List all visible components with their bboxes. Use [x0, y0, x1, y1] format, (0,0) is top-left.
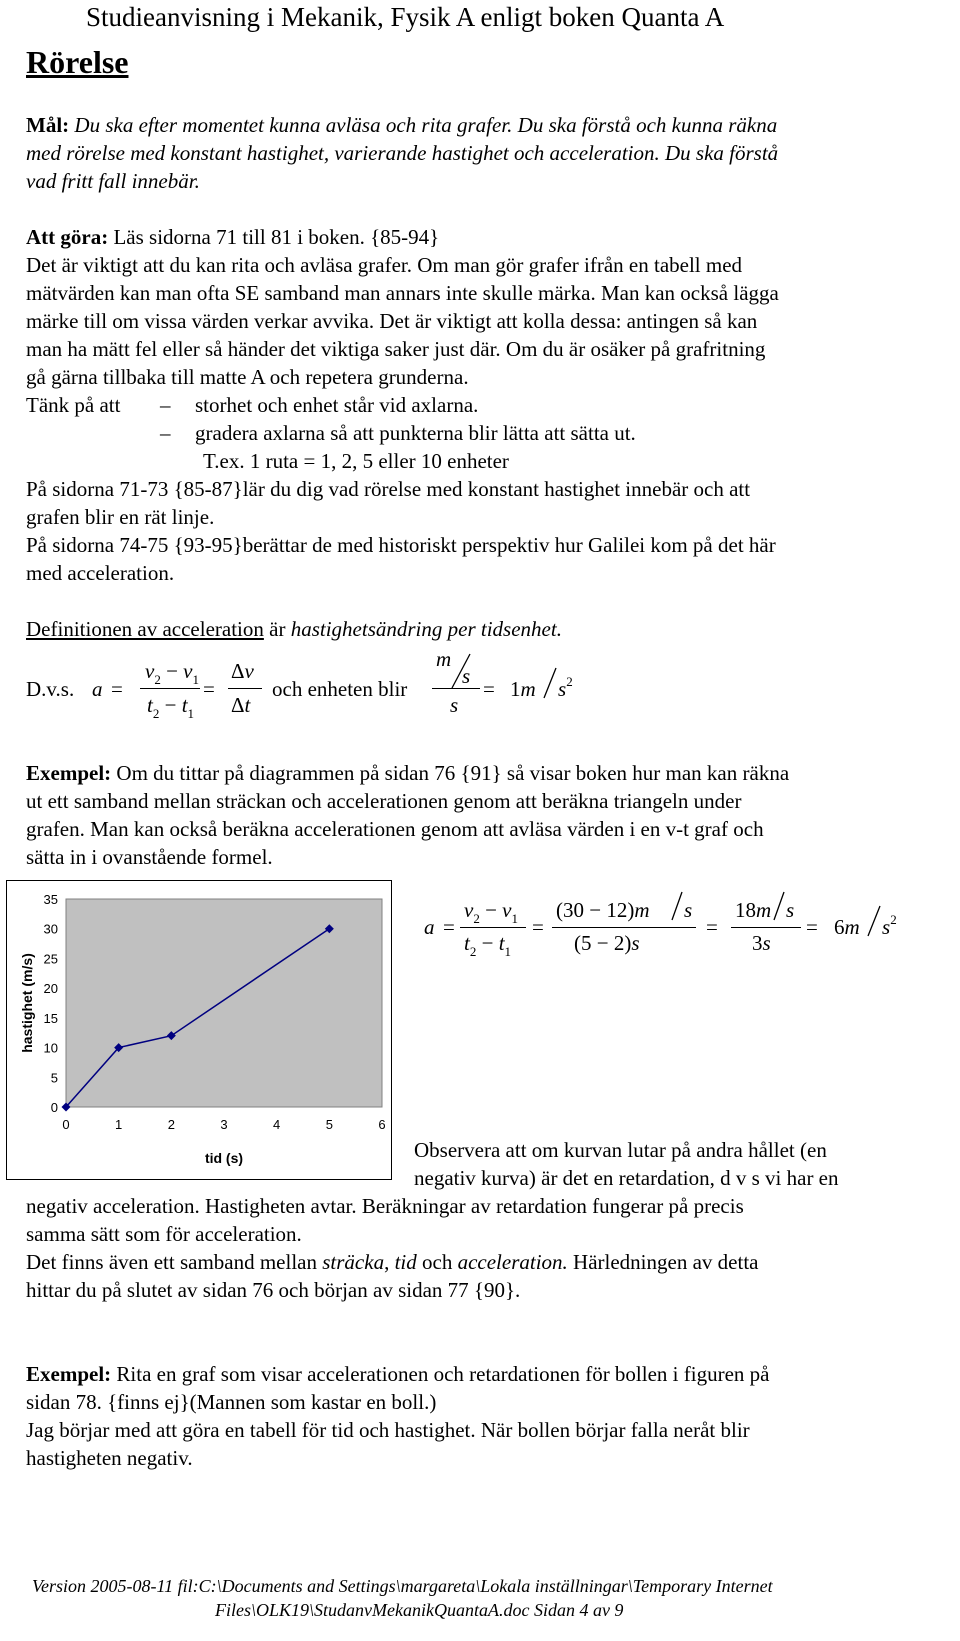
goal-text-1: Du ska efter momentet kunna avläsa och rita grafer. Du ska förstå och kunna räkna	[74, 113, 778, 137]
todo-p1: Det är viktigt att du kan rita och avläsa grafer. Om man gör grafer ifrån en tabell med	[26, 253, 743, 277]
bullet-dash-2: –	[160, 421, 171, 445]
definition-mid: är	[263, 617, 291, 641]
todo-p6b: grafen blir en rät linje.	[26, 505, 215, 529]
y-tick-label: 5	[50, 1070, 58, 1086]
y-tick-label: 10	[43, 1040, 58, 1056]
y-axis-label: hastighet (m/s)	[19, 953, 35, 1053]
goal-label: Mål:	[26, 113, 70, 137]
section-title: Rörelse	[26, 44, 129, 80]
todo-line	[26, 223, 439, 252]
y-tick-label: 15	[43, 1010, 58, 1026]
calc-num-v: $v_2 - v_1$	[464, 898, 518, 926]
observe-line-6: hittar du på slutet av sidan 76 och början av sidan 77 {90}.	[26, 1278, 521, 1302]
calc-eq-4: =	[806, 915, 818, 939]
calc-num-3: 18m	[735, 898, 772, 922]
dvs-label: D.v.s.	[26, 677, 75, 701]
observe-line-3: negativ acceleration. Hastigheten avtar. Beräkningar av retardation fungerar på precis	[26, 1194, 744, 1218]
formula-num-v: $v_2 - v_1$	[145, 659, 199, 687]
x-axis-label: tid (s)	[204, 1150, 244, 1166]
todo-label: Att göra:	[26, 225, 109, 249]
x-tick-label: 6	[378, 1117, 386, 1132]
todo-p5: gå gärna tillbaka till matte A och repetera grunderna.	[26, 365, 469, 389]
y-tick-label: 25	[43, 951, 58, 967]
calc-den-3: 3s	[752, 931, 771, 955]
y-tick-label: 20	[43, 981, 58, 997]
y-tick-label: 35	[43, 892, 58, 907]
observe-line-2: negativ kurva) är det en retardation, d v s vi har en	[414, 1166, 839, 1190]
scale-example: T.ex. 1 ruta = 1, 2, 5 eller 10 enheter	[203, 449, 509, 473]
todo-p7b: med acceleration.	[26, 561, 175, 585]
x-tick-label: 4	[273, 1117, 281, 1132]
calc-den-t: $t_2 - t_1$	[464, 931, 512, 959]
fraction-line-1	[140, 688, 200, 689]
todo-p4: man ha mätt fel eller så händer det viktiga saker just där. Om du är osäker på grafritning	[26, 337, 766, 361]
x-tick-label: 3	[220, 1117, 228, 1132]
calc-result-s2: $s^2$	[882, 912, 897, 939]
definition-line	[26, 615, 562, 644]
unit-result: 1m	[510, 677, 536, 701]
unit-den-s: s	[450, 693, 459, 717]
formula-den-dt: Δt	[231, 693, 251, 717]
example2-label: Exempel:	[26, 1362, 112, 1386]
calc-eq-3: =	[706, 915, 718, 939]
calc-eq-2: =	[532, 915, 544, 939]
fraction-line-3	[432, 688, 480, 689]
observe-line-4: samma sätt som för acceleration.	[26, 1222, 302, 1246]
todo-p7a: På sidorna 74-75 {93-95}berättar de med historiskt perspektiv hur Galilei kom på det här	[26, 533, 776, 557]
calc-num-2-s: s	[684, 898, 693, 922]
calc-num-3-s: s	[786, 898, 795, 922]
fraction-line-2	[228, 688, 262, 689]
example2-line-2: sidan 78. {finns ej}(Mannen som kastar en boll.)	[26, 1390, 437, 1414]
formula-eq-1: =	[111, 677, 123, 701]
example2-line-4: hastigheten negativ.	[26, 1446, 193, 1470]
plot-area	[66, 899, 382, 1107]
goal-line-3: vad fritt fall innebär.	[26, 169, 200, 193]
example1-label: Exempel:	[26, 761, 112, 785]
unit-num-s: s	[462, 664, 471, 688]
y-tick-label: 0	[50, 1100, 58, 1115]
definition-underlined: Definitionen av acceleration	[26, 617, 264, 641]
footer-line-2: Files\OLK19\StudanvMekanikQuantaA.doc Sidan 4 av 9	[215, 1600, 624, 1620]
unit-num-m: m	[436, 647, 452, 671]
definition-italic: hastighetsändring per tidsenhet.	[290, 617, 562, 641]
unit-result-slash	[540, 666, 560, 702]
footer-line-1: Version 2005-08-11 fil:C:\Documents and Settings\margareta\Lokala inställningar\Temporary Internet	[32, 1576, 773, 1596]
x-tick-label: 5	[325, 1117, 333, 1132]
example1-line-2: ut ett samband mellan sträckan och accelerationen genom att beräkna triangeln under	[26, 789, 742, 813]
bullet-1: storhet och enhet står vid axlarna.	[195, 393, 479, 417]
bullet-2: gradera axlarna så att punkterna blir lätta att sätta ut.	[195, 421, 636, 445]
calc-result-slash	[864, 904, 884, 940]
example1-line-3: grafen. Man kan också beräkna accelerationen genom att avläsa värden i en v-t graf och	[26, 817, 764, 841]
calc-a: a	[424, 915, 435, 939]
calc-eq-1: =	[443, 915, 455, 939]
todo-p6a: På sidorna 71-73 {85-87}lär du dig vad rörelse med konstant hastighet innebär och att	[26, 477, 751, 501]
formula-num-dv: Δv	[231, 659, 254, 683]
formula-eq-3: =	[483, 677, 495, 701]
formula-eq-2: =	[203, 677, 215, 701]
formula-den-t: $t_2 - t_1$	[147, 693, 195, 721]
todo-p2: mätvärden kan man ofta SE samband man annars inte skulle märka. Man kan också lägga	[26, 281, 779, 305]
calc-den-2: (5 − 2)s	[574, 931, 640, 955]
goal-line-2: med rörelse med konstant hastighet, varierande hastighet och acceleration. Du ska förstå	[26, 141, 779, 165]
bullet-dash-1: –	[160, 393, 171, 417]
unit-result-s2: $s^2$	[558, 674, 573, 701]
example1-line-1: Exempel: Om du tittar på diagrammen på sidan 76 {91} så visar boken hur man kan räkna	[26, 761, 790, 785]
calc-result: 6m	[834, 915, 860, 939]
todo-text: Läs sidorna 71 till 81 i boken. {85-94}	[108, 225, 440, 249]
observe-line-5: Det finns även ett samband mellan sträcka, tid och acceleration. Härledningen av detta	[26, 1250, 759, 1274]
calc-num-2: (30 − 12)m	[556, 898, 650, 922]
tank-label: Tänk på att	[26, 393, 121, 417]
velocity-time-chart	[6, 880, 392, 1180]
example2-line-1: Exempel: Rita en graf som visar accelerationen och retardationen för bollen i figuren på	[26, 1362, 770, 1386]
example1-line-4: sätta in i ovanstående formel.	[26, 845, 273, 869]
goal-line-1	[26, 111, 777, 140]
example2-line-3: Jag börjar med att göra en tabell för tid och hastighet. När bollen börjar falla neråt blir	[26, 1418, 750, 1442]
observe-line-1: Observera att om kurvan lutar på andra hållet (en	[414, 1138, 827, 1162]
todo-p3: märke till om vissa värden verkar avvika. Det är viktigt att kolla dessa: antingen så kan	[26, 309, 758, 333]
unit-text: och enheten blir	[272, 677, 408, 701]
y-tick-label: 30	[43, 921, 58, 937]
x-tick-label: 0	[62, 1117, 70, 1132]
formula-a: a	[92, 677, 103, 701]
header-title: Studieanvisning i Mekanik, Fysik A enligt boken Quanta A	[86, 2, 725, 32]
x-tick-label: 1	[115, 1117, 123, 1132]
x-tick-label: 2	[167, 1117, 175, 1132]
unit-slash	[444, 652, 474, 692]
